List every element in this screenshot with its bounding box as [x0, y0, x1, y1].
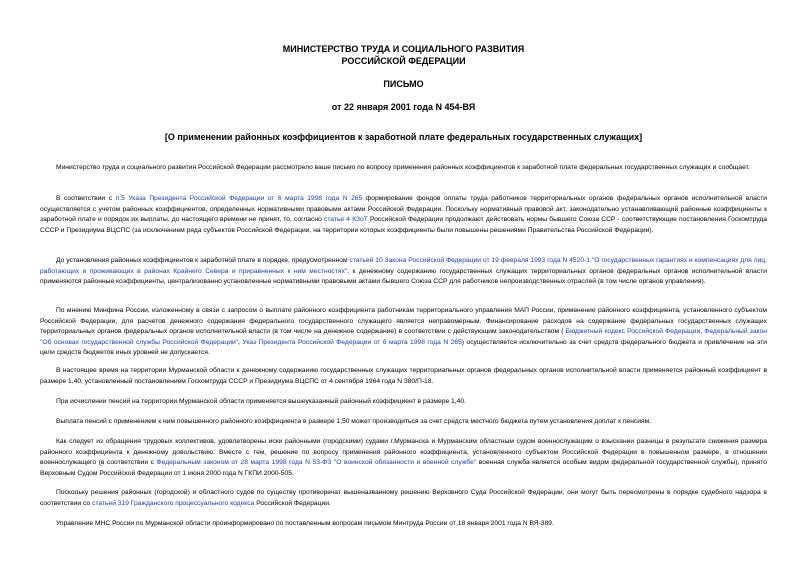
link-civil-service-law[interactable]: Федеральный закон "Об основах государственной службы Российской Федерации": [40, 328, 768, 346]
link-civil-procedure-code-319[interactable]: статьей 319 Гражданского процессуального кодекса: [92, 499, 255, 507]
paragraph-10-text: Управление МНС России по Мурманской области проинформировано по поставленным вопросам письмом Минтруда России от 18 января 2001 года N ВЯ-389.: [56, 520, 554, 527]
paragraph-1: [40, 163, 767, 174]
paragraph-8: [40, 437, 767, 479]
link-law-53-fz[interactable]: Федеральным законом от 28 марта 1998 года N 53-ФЗ "О воинской обязанности и военной службе": [156, 459, 477, 467]
link-law-4520-1[interactable]: статьей 10 Закона Российской Федерации от 19 февраля 1993 года N 4520-1 "О государственных гарантиях и компенсациях для лиц, работающих и проживающих в районах Крайнего Севера и приравненных к ним местностях": [40, 257, 767, 275]
document-type: ПИСЬМО: [383, 79, 424, 89]
paragraph-9: [40, 488, 767, 509]
paragraph-2: [40, 194, 767, 236]
paragraph-9-text-2: Российской Федерации.: [254, 499, 331, 507]
paragraph-4-text-4: ) осуществляется исключительно за счет средств федерального бюджета и привлечение на эти цели средств бюджетов иных уровней не допускается.: [40, 338, 768, 357]
link-decree-265-second[interactable]: Указ Президента Российской Федерации от 6 марта 1998 года N 265: [242, 338, 462, 346]
paragraph-4-text-1: По мнению Минфина России, изложенному в связи с запросом о выплате районного коэффициента работникам территориального управления МАП России, применение районного коэффициента, установленного субъектом Российской Федерации, для расчетов денежного содержания федерального государственного служащего является неправомерным. Финансирование расходов на содержание федеральных государственных служащих территориальных органов федеральных органов исполнительной власти (в том числе на денежное содержание) в соответствии с действующим законодательством (: [40, 307, 767, 336]
paragraph-7: [40, 417, 767, 428]
ministry-title: МИНИСТЕРСТВО ТРУДА И СОЦИАЛЬНОГО РАЗВИТИЯ: [282, 44, 525, 54]
paragraph-8-text-2: военная служба является особым видом федеральной государственной службы), принято Верховным Судом Российской Федерации от 1 июня 2000 года N ГКПИ 2000-505.: [40, 459, 767, 477]
paragraph-6-text: При исчислении пенсий на территории Мурманской области применяется вышеуказанный районный коэффициент в размере 1,40.: [56, 398, 466, 405]
paragraph-7-text: Выплата пенсий с применением к ним повышенного районного коэффициента в размере 1,50 может производиться за счет средств местного бюджета путем установления доплат к пенсиям.: [56, 418, 652, 425]
paragraph-3: [40, 256, 767, 288]
paragraph-4-text-2: ,: [700, 328, 705, 336]
document-date-number: от 22 января 2001 года N 454-ВЯ: [331, 102, 476, 112]
document-subject: [О применении районных коэффициентов к заработной плате федеральных государственных служащих]: [164, 132, 643, 142]
paragraph-2-text-3: Российской Федерации продолжают действовать нормы бывшего Союза ССР - соответствующие постановления Госкомтруда СССР и Президиума ВЦСПС (за исключением ряда субъектов Российской Федерации, на территории которых коэффициенты были повышены решениями Правительства Российской Федерации).: [40, 216, 768, 234]
link-decree-265[interactable]: п.5 Указа Президента Российской Федерации от 6 марта 1998 года N 265: [115, 195, 363, 202]
paragraph-4-text-3: ,: [238, 338, 243, 346]
link-kzot-article-4[interactable]: статье 4 КЗоТ: [323, 216, 368, 224]
paragraph-8-text-1: Как следует из обращения трудовых коллективов, удовлетворены иски районными (городскими) судами г.Мурманска и Мурманским областным судом военнослужащим о взыскании разницы в результате снижения размера районного коэффициента к денежному довольствию. Вместе с тем, решение по вопросу применения районного коэффициента, установленного субъектом Российской Федерации в повышенном размере, в отношении военнослужащего (в соответствии с: [40, 438, 767, 467]
paragraph-10: [40, 519, 767, 530]
link-budget-code[interactable]: Бюджетный кодекс Российской Федерации: [565, 328, 701, 336]
paragraph-2-text-1: В соответствии с: [56, 195, 116, 202]
paragraph-4: [40, 306, 767, 359]
paragraph-5-text: В настоящее время на территории Мурманской области к денежному содержанию государственных служащих территориальных органов федеральных органов исполнительной власти применяется районный коэффициент в размере 1,40, установленный постановлением Госкомтруда СССР и Президиума ВЦСПС от 4 сентября 1964 года N 380/П-18.: [40, 367, 767, 385]
paragraph-9-text-1: Поскольку решения районных (городской) и областного судов по существу противоречат вышеназванному решению Верховного Суда Российской Федерации, они могут быть пересмотрены в порядке судебного надзора в соответствии со: [40, 489, 767, 507]
paragraph-5: [40, 366, 767, 387]
paragraph-3-text-2: , к денежному содержанию государственных служащих территориальных органов федеральных органов исполнительной власти применяются районные коэффициенты, централизованно установленные нормативными правовыми актами бывшего Союза ССР для работников непроизводственных отраслей (в том числе органов управления).: [40, 267, 767, 286]
paragraph-1-text: Министерство труда и социального развития Российской Федерации рассмотрело ваше письмо по вопросу применения районных коэффициентов к заработной плате федеральных государственных служащих и сообщает.: [56, 164, 750, 171]
paragraph-6: [40, 397, 767, 408]
paragraph-2-text-2: формирование фондов оплаты труда работников территориальных органов федеральных органов исполнительной власти осуществляется с учетом районных коэффициентов, определенных нормативными правовыми актами Российской Федерации. Поскольку нормативный правовой акт, законодательно устанавливающий районные коэффициенты к заработной плате и порядок их выплаты, до настоящего времени не принят, то, согласно: [40, 195, 768, 224]
federation-title: РОССИЙСКОЙ ФЕДЕРАЦИИ: [341, 56, 466, 66]
paragraph-3-text-1: До установления районных коэффициентов к заработной плате в порядке, предусмотренном: [56, 257, 350, 264]
